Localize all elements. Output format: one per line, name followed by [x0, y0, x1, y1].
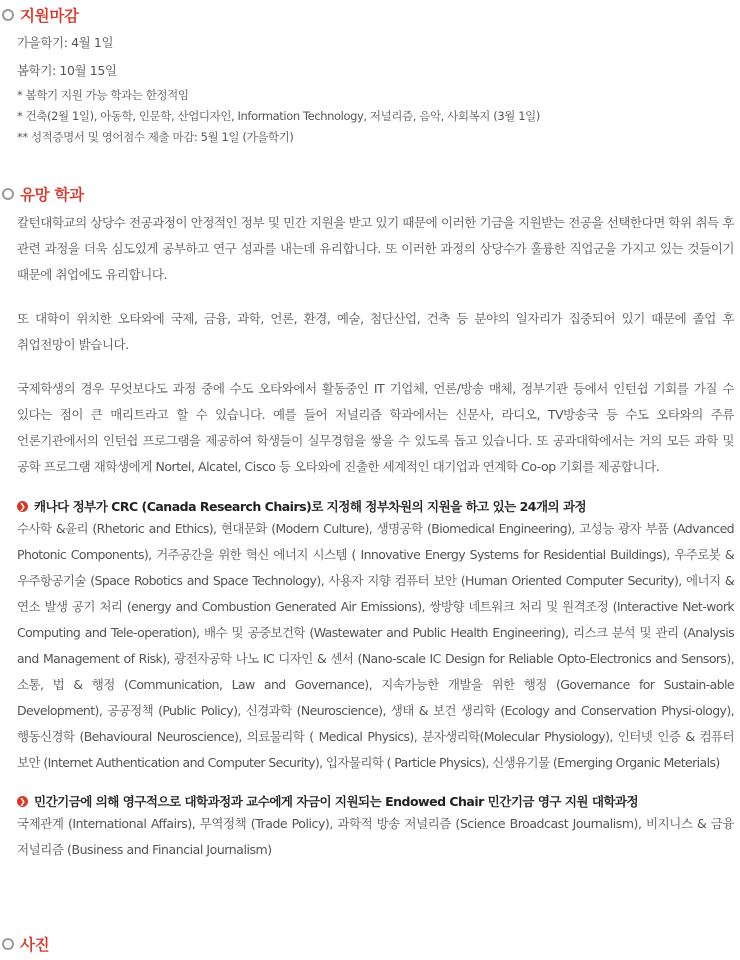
programs-paragraph: 국제학생의 경우 무엇보다도 과정 중에 수도 오타와에서 활동중인 IT 기업체, 언론/방송 매체, 정부기관 등에서 인턴쉽 기회를 가질 수 있다는 점이 큰 매리트라고 할 수 있습니다. 예를 들어 저널리즘 학과에서는 신문사, 라디오, TV방송국 등 수도 오타와의 주류 언론기관에서의 인턴쉽 프로그램을 제공하여 학생들이 실무경험을 쌓을 수 있도록 돕고 있습니다. 또 공과대학에서는 거의 모든 과학 및 공학 프로그램 재학생에게 Nortel, Alcatel, Cisco 등 오타와에 진출한 세계적인 대기업과 연계학 Co-op 기회를 제공합니다.	[17, 381, 734, 474]
deadline-note: * 봄학기 지원 가능 학과는 한정적임	[17, 88, 189, 102]
deadline-title: 지원마감	[20, 7, 79, 25]
endowed-heading	[17, 790, 740, 812]
circle-bullet-icon	[2, 188, 14, 200]
photos-heading	[0, 932, 740, 956]
circle-bullet-icon	[2, 9, 14, 21]
programs-section	[0, 182, 740, 863]
arrow-bullet-icon: ❯	[17, 796, 28, 807]
circle-bullet-icon	[2, 938, 14, 950]
arrow-bullet-icon: ❯	[17, 501, 28, 512]
photos-section	[0, 932, 740, 956]
endowed-heading-text: 민간기금에 의해 영구적으로 대학과정과 교수에게 자금이 지원되는 Endowed Chair 민간기금 영구 지원 대학과정	[34, 794, 639, 809]
spring-deadline: 봄학기: 10월 15일	[17, 63, 117, 78]
programs-heading	[0, 182, 740, 206]
deadline-note: ** 성적증명서 및 영어점수 제출 마감: 5월 1일 (가을학기)	[17, 130, 294, 144]
deadline-heading	[0, 3, 740, 27]
endowed-programs-list: 국제관계 (International Affairs), 무역정책 (Trade Policy), 과학적 방송 저널리즘 (Science Broadcast Journalism), 비지니스 & 금융 저널리즘 (Business and Financial Journalism)	[17, 816, 734, 857]
programs-paragraph: 또 대학이 위치한 오타와에 국제, 금융, 과학, 언론, 환경, 예술, 첨단산업, 건축 등 분야의 일자리가 집중되어 있기 때문에 졸업 후 취업전망이 밝습니다.	[17, 311, 734, 352]
programs-title: 유망 학과	[20, 186, 84, 204]
deadline-section	[0, 3, 740, 145]
fall-deadline: 가을학기: 4월 1일	[17, 35, 114, 50]
crc-heading-text: 캐나다 정부가 CRC (Canada Research Chairs)로 지정해 정부차원의 지원을 하고 있는 24개의 과정	[34, 499, 587, 514]
deadline-note: * 건축(2월 1일), 아동학, 인문학, 산업디자인, Information Technology, 저널리즘, 음악, 사회복지 (3월 1일)	[17, 109, 540, 123]
programs-paragraph: 칼턴대학교의 상당수 전공과정이 안정적인 정부 및 민간 지원을 받고 있기 때문에 이러한 기금을 지원받는 전공을 선택한다면 학위 취득 후 관련 과정을 더욱 심도있게 공부하고 연구 성과를 내는데 유리합니다. 또 이러한 과정의 상당수가 훌륭한 직업군을 가지고 있는 것들이기 때문에 취업에도 유리합니다.	[17, 215, 734, 282]
crc-programs-list: 수사학 &윤리 (Rhetoric and Ethics), 현대문화 (Modern Culture), 생명공학 (Biomedical Engineering), 고성능 광자 부품 (Advanced Photonic Components), 거주공간을 위한 혁신 에너지 시스템 ( Innovative Energy Systems for Residential Buildings), 우주로봇 &우주항공기술 (Space Robotics and Space Technology), 사용자 지향 컴퓨터 보안 (Human Oriented Computer Security), 에너지 & 연소 발생 공기 처리 (energy and Combustion Generated Air Emissions), 쌍방향 네트워크 처리 및 원격조정 (Interactive Net-work Computing and Tele-operation), 배수 및 공중보건학 (Wastewater and Public Health Engineering), 리스크 분석 및 관리 (Analysis and Management of Risk), 광전자공학 나노 IC 디자인 & 센서 (Nano-scale IC Design for Reliable Opto-Electronics and Sensors), 소통, 법 & 행정 (Communication, Law and Governance), 지속가능한 개발을 위한 행정 (Governance for Sustain-able Development), 공공정책 (Public Policy), 신경과학 (Neuroscience), 생태 & 보건 생리학 (Ecology and Conservation Physi-ology), 행동신경학 (Behavioural Neuroscience), 의료물리학 ( Medical Physics), 분자생리학(Molecular Physiology), 인터넷 인증 & 컴퓨터 보안 (Internet Authentication and Computer Security), 입자물리학 ( Particle Physics), 신생유기물 (Emerging Organic Meterials)	[17, 521, 734, 770]
photos-title: 사진	[20, 936, 50, 954]
crc-heading	[17, 495, 740, 517]
